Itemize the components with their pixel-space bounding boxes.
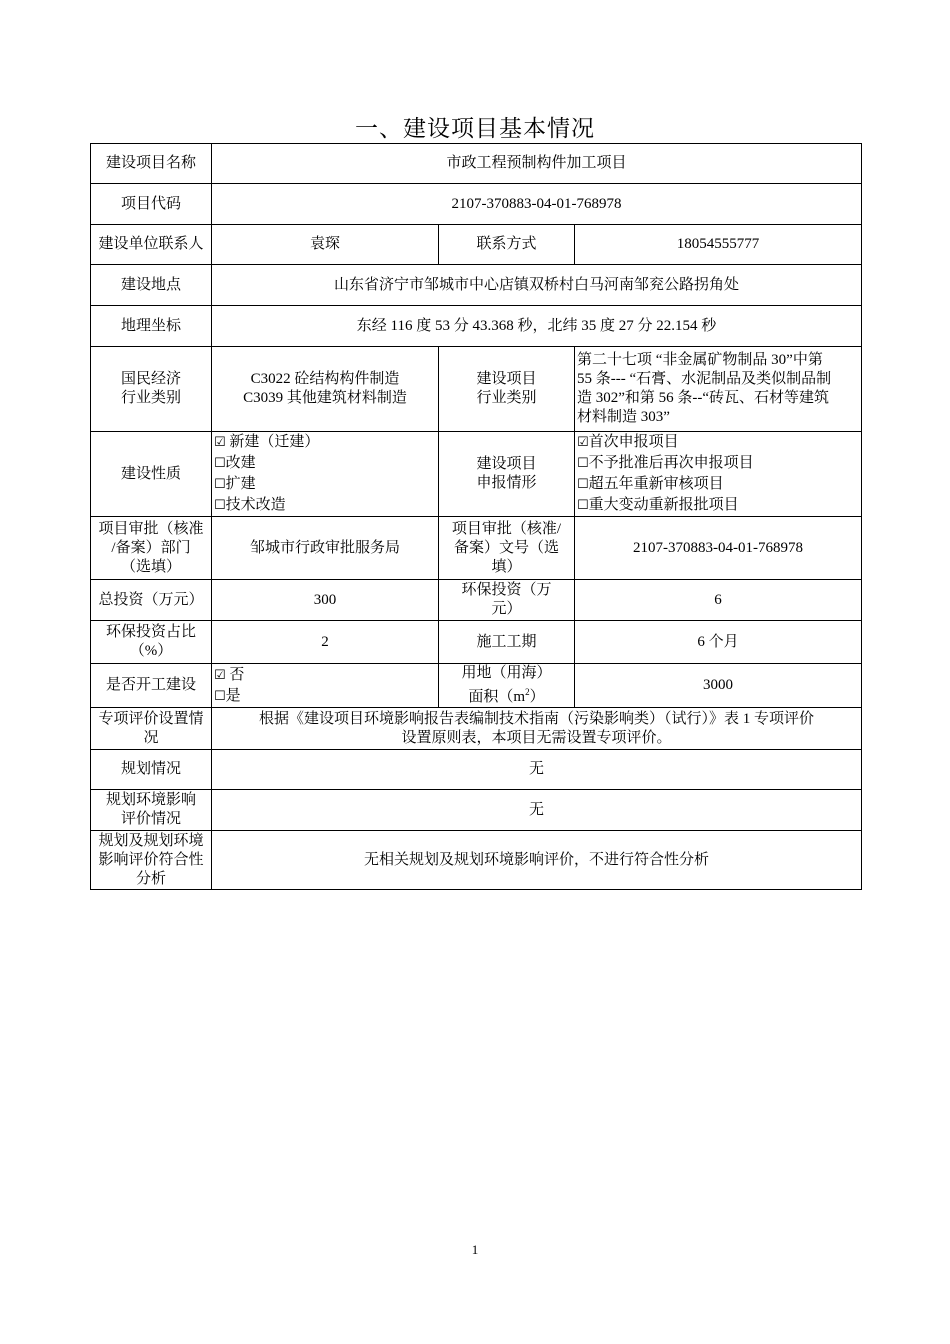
row-project-code [91,184,862,225]
project-industry-value: 第二十七项 “非金属矿物制品 30”中第 55 条--- “石膏、水泥制品及类似制品制 造 302”和第 56 条--“砖瓦、石材等建筑 材料制造 303” [575,347,862,432]
contact-person-label: 建设单位联系人 [91,225,212,265]
construction-nature-options [212,432,439,517]
checkbox-icon: ☐ [214,477,226,492]
checkbox-icon: ☐ [577,498,589,513]
location-value: 山东省济宁市邹城市中心店镇双桥村白马河南邹兖公路拐角处 [212,265,862,306]
started-options [212,664,439,708]
construction-period-label: 施工工期 [439,621,575,664]
row-contact [91,225,862,265]
land-area-label: 用地（用海） 面积$(m^2)$ [439,664,575,708]
env-ratio-label: 环保投资占比 （%） [91,621,212,664]
total-investment-value: 300 [212,580,439,621]
total-investment-label: 总投资（万元） [91,580,212,621]
page-number: 1 [471,1242,479,1257]
contact-method-label: 联系方式 [439,225,575,265]
row-ratio [91,621,862,664]
option-first-declaration: ☑首次申报项目 [577,432,859,453]
row-started [91,664,862,708]
checked-box-icon: ☑ [214,667,226,683]
compliance-label: 规划及规划环境 影响评价符合性 分析 [91,831,212,890]
row-location [91,265,862,306]
option-redeclare-after-rejection: ☐不予批准后再次申报项目 [577,453,859,474]
construction-nature-label: 建设性质 [91,432,212,517]
project-name-label: 建设项目名称 [91,144,212,184]
row-investment [91,580,862,621]
approval-number-value: 2107-370883-04-01-768978 [575,517,862,580]
coordinates-value: 东经 116 度 53 分 43.368 秒，北纬 35 度 27 分 22.154 秒 [212,306,862,347]
approval-department-value: 邹城市行政审批服务局 [212,517,439,580]
planning-label: 规划情况 [91,750,212,790]
industry-category-label: 国民经济 行业类别 [91,347,212,432]
option-review-after-five-years: ☐超五年重新审核项目 [577,474,859,495]
special-evaluation-value: 根据《建设项目环境影响报告表编制技术指南（污染影响类）（试行）》表 1 专项评价 设置原则表，本项目无需设置专项评价。 [212,708,862,750]
coordinates-label: 地理坐标 [91,306,212,347]
declaration-situation-options [575,432,862,517]
location-label: 建设地点 [91,265,212,306]
checkbox-icon: ☐ [214,688,226,704]
compliance-value: 无相关规划及规划环境影响评价，不进行符合性分析 [212,831,862,890]
env-ratio-value: 2 [212,621,439,664]
option-yes: ☐是 [214,686,436,707]
env-investment-value: 6 [575,580,862,621]
option-tech-upgrade: ☐技术改造 [214,495,436,516]
option-new-build: ☑ 新建（迁建） [214,432,436,453]
project-code-label: 项目代码 [91,184,212,225]
planning-value: 无 [212,750,862,790]
planning-eia-value: 无 [212,790,862,831]
checked-box-icon: ☑ [577,435,589,450]
page-title: 一、建设项目基本情况 [355,116,595,141]
row-approval [91,517,862,580]
planning-eia-label: 规划环境影响 评价情况 [91,790,212,831]
row-industry [91,347,862,432]
option-expand: ☐扩建 [214,474,436,495]
contact-person-value: 袁琛 [212,225,439,265]
project-name-value: 市政工程预制构件加工项目 [212,144,862,184]
row-planning [91,750,862,790]
row-compliance [91,831,862,890]
env-investment-label: 环保投资（万 元） [439,580,575,621]
project-code-value: 2107-370883-04-01-768978 [212,184,862,225]
row-special-evaluation [91,708,862,750]
project-info-table [90,143,862,890]
declaration-situation-label: 建设项目 申报情形 [439,432,575,517]
started-label: 是否开工建设 [91,664,212,708]
row-planning-eia [91,790,862,831]
row-coordinates [91,306,862,347]
option-no: ☑ 否 [214,665,436,686]
checkbox-icon: ☐ [214,498,226,513]
project-industry-label: 建设项目 行业类别 [439,347,575,432]
checkbox-icon: ☐ [577,456,589,471]
contact-method-value: 18054555777 [575,225,862,265]
checkbox-icon: ☐ [214,456,226,471]
row-project-name [91,144,862,184]
land-area-value: 3000 [575,664,862,708]
checkbox-icon: ☐ [577,477,589,492]
option-major-change-resubmit: ☐重大变动重新报批项目 [577,495,859,516]
checked-box-icon: ☑ [214,435,226,450]
industry-category-value: C3022 砼结构构件制造 C3039 其他建筑材料制造 [212,347,439,432]
approval-number-label: 项目审批（核准/ 备案）文号（选 填） [439,517,575,580]
approval-department-label: 项目审批（核准 /备案）部门 （选填） [91,517,212,580]
row-construction-nature [91,432,862,517]
construction-period-value: 6 个月 [575,621,862,664]
special-evaluation-label: 专项评价设置情 况 [91,708,212,750]
option-rebuild: ☐改建 [214,453,436,474]
